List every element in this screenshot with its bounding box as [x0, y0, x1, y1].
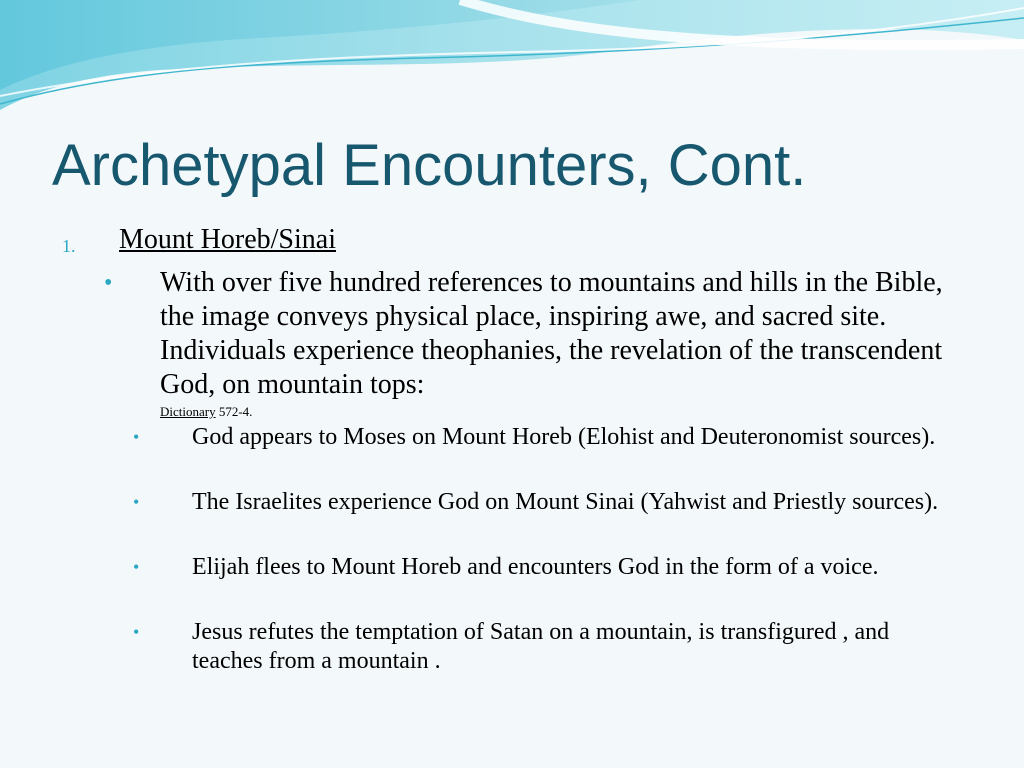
main-bullet-text: With over five hundred references to mountains and hills in the Bible, the image conveys physical place, inspiring awe, and sacred site. Individuals experience theophanies, the revelation of the transcendent God, on mountain tops:: [160, 267, 943, 400]
bullet-icon: •: [133, 557, 140, 577]
sub-bullet-text: Jesus refutes the temptation of Satan on a mountain, is transfigured , and teaches from a mountain .: [192, 619, 890, 674]
bullet-icon: •: [104, 270, 113, 296]
bullet-icon: •: [133, 427, 140, 447]
item-heading: Mount Horeb/Sinai: [119, 224, 336, 255]
citation-source: Dictionary: [160, 404, 216, 419]
sub-bullet-text: Elijah flees to Mount Horeb and encounters God in the form of a voice.: [192, 554, 879, 580]
slide-title: Archetypal Encounters, Cont.: [52, 133, 807, 198]
sub-bullet-text: The Israelites experience God on Mount Sinai (Yahwist and Priestly sources).: [192, 489, 939, 515]
bullet-icon: •: [133, 492, 140, 512]
citation-pages: 572-4.: [215, 404, 253, 419]
header-wave-decoration: [0, 0, 1024, 120]
citation: [160, 404, 964, 420]
sub-bullet-text: God appears to Moses on Mount Horeb (Elohist and Deuteronomist sources).: [192, 424, 936, 450]
bullet-icon: •: [133, 622, 140, 642]
item-number: 1.: [62, 236, 76, 256]
